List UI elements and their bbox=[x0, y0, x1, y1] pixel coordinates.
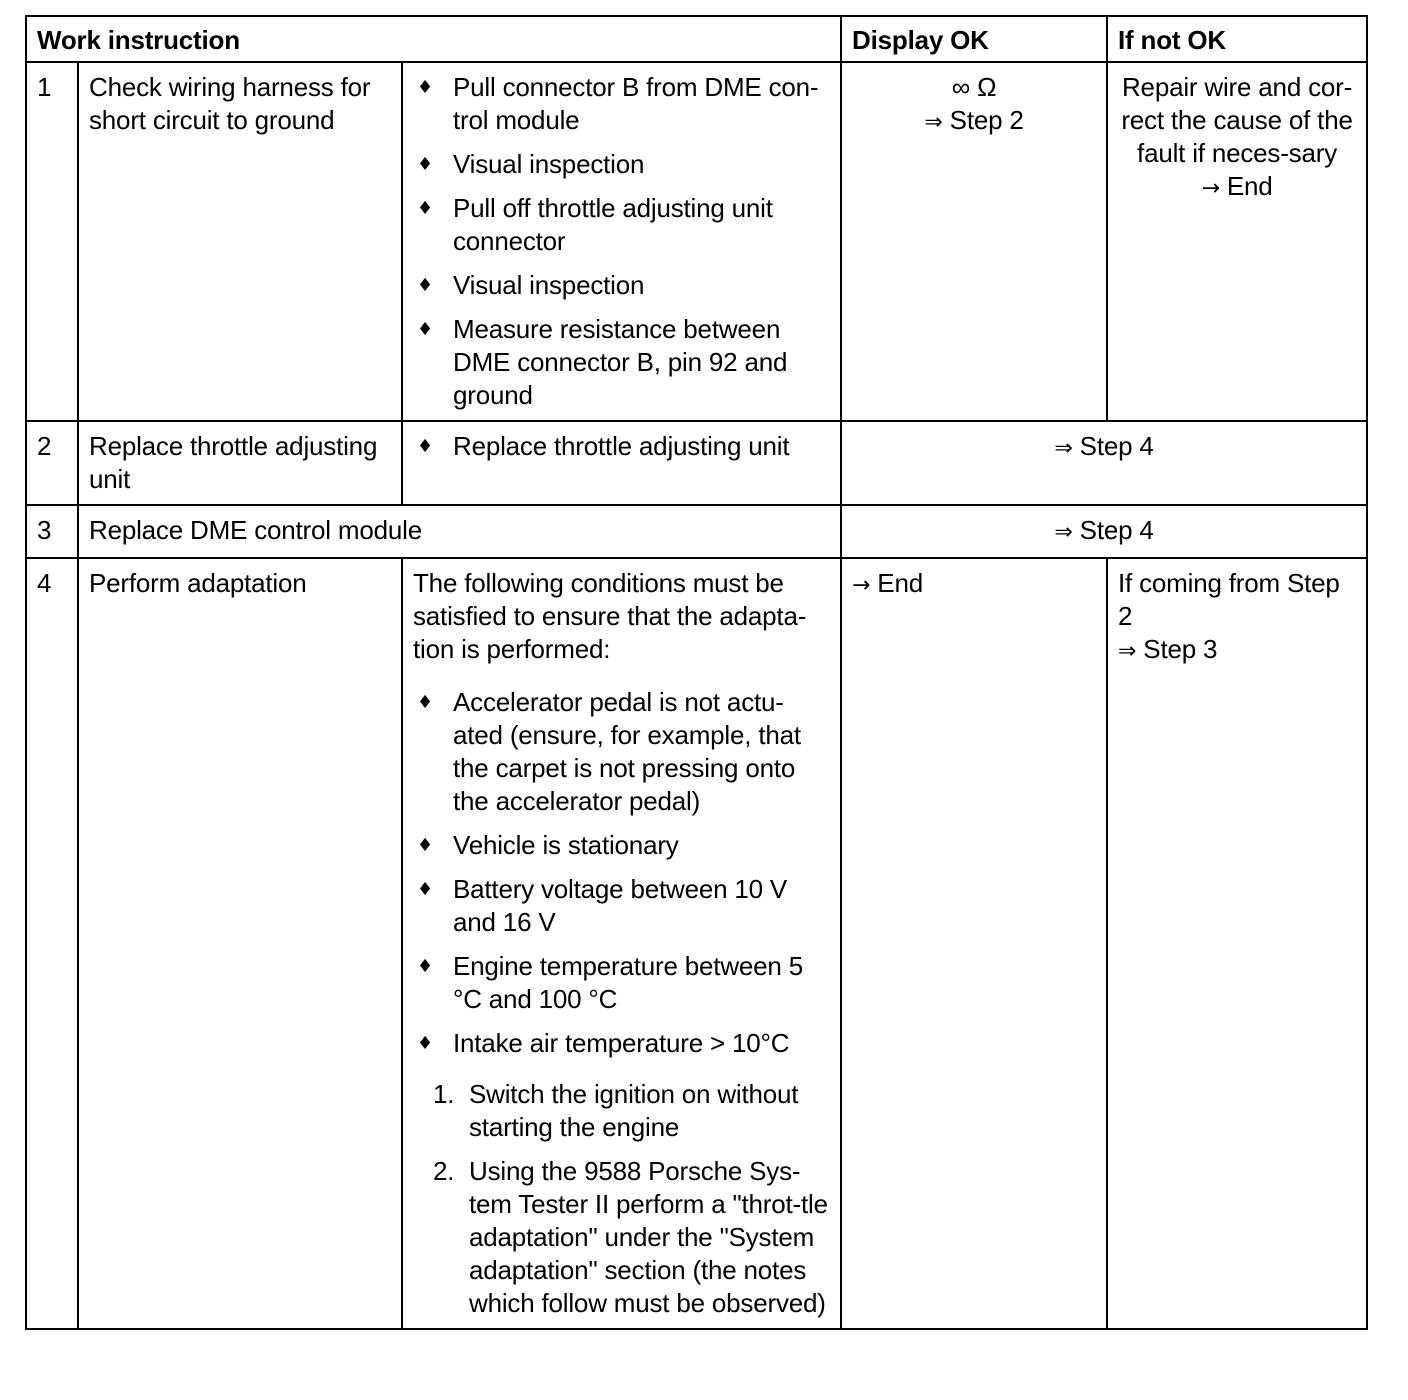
condition-text: Intake air temperature > 10°C bbox=[453, 1028, 790, 1058]
table-row bbox=[26, 505, 1367, 558]
not-ok-next bbox=[1118, 170, 1356, 205]
action-text: Visual inspection bbox=[453, 149, 645, 179]
step-actions bbox=[402, 558, 841, 1329]
not-ok-text: If coming from Step 2 bbox=[1118, 568, 1340, 631]
condition-text: Accelerator pedal is not actu-ated (ensure, for example, that the carpet is not pressing onto the accelerator pedal) bbox=[453, 687, 801, 816]
step-index: 2. bbox=[433, 1156, 455, 1186]
list-item bbox=[413, 873, 830, 939]
action-text: Pull off throttle adjusting unit connector bbox=[453, 193, 773, 256]
if-not-ok-cell bbox=[1107, 558, 1367, 1329]
if-not-ok-cell bbox=[1107, 62, 1367, 421]
next-step-text: Step 3 bbox=[1143, 634, 1218, 664]
step-text: Using the 9588 Porsche Sys-tem Tester II perform a "throt-tle adaptation" under the "System adaptation" section (the notes which follow must be observed) bbox=[469, 1156, 828, 1318]
table-row bbox=[26, 421, 1367, 505]
list-item bbox=[413, 313, 830, 412]
next-step-text: Step 4 bbox=[1079, 515, 1154, 545]
display-ok-cell bbox=[841, 558, 1107, 1329]
step-task: Check wiring harness for short circuit to ground bbox=[78, 62, 402, 421]
procedure-steps bbox=[413, 1078, 830, 1320]
step-task: Replace DME control module bbox=[78, 505, 841, 558]
display-ok-value: ∞ Ω bbox=[951, 72, 997, 102]
not-ok-next bbox=[1118, 633, 1356, 668]
double-arrow-icon: ⇒ bbox=[1054, 520, 1073, 545]
step-number: 2 bbox=[26, 421, 78, 505]
diamond-bullet-icon: ♦ bbox=[417, 835, 433, 856]
step-number: 4 bbox=[26, 558, 78, 1329]
list-item bbox=[413, 148, 830, 181]
diamond-bullet-icon: ♦ bbox=[417, 879, 433, 900]
result-cell bbox=[841, 421, 1367, 505]
action-text: Visual inspection bbox=[453, 270, 645, 300]
step-task: Replace throttle adjusting unit bbox=[78, 421, 402, 505]
diamond-bullet-icon: ♦ bbox=[417, 275, 433, 296]
step-actions bbox=[402, 421, 841, 505]
diamond-bullet-icon: ♦ bbox=[417, 956, 433, 977]
action-text: Replace throttle adjusting unit bbox=[453, 431, 790, 461]
action-list bbox=[413, 71, 830, 412]
table-row bbox=[26, 558, 1367, 1329]
diamond-bullet-icon: ♦ bbox=[417, 319, 433, 340]
condition-list bbox=[413, 686, 830, 1060]
list-item bbox=[413, 430, 830, 463]
diamond-bullet-icon: ♦ bbox=[417, 77, 433, 98]
next-step-text: End bbox=[877, 568, 923, 598]
action-text: Measure resistance between DME connector B, pin 92 and ground bbox=[453, 314, 788, 410]
display-ok-next bbox=[852, 104, 1096, 139]
diamond-bullet-icon: ♦ bbox=[417, 154, 433, 175]
not-ok-text: Repair wire and cor-rect the cause of the fault if neces-sary bbox=[1121, 72, 1353, 168]
list-item bbox=[413, 950, 830, 1016]
next-step-text: Step 4 bbox=[1079, 431, 1154, 461]
double-arrow-icon: ⇒ bbox=[924, 110, 943, 135]
diamond-bullet-icon: ♦ bbox=[417, 198, 433, 219]
list-item bbox=[413, 269, 830, 302]
condition-text: Engine temperature between 5 °C and 100 °C bbox=[453, 951, 803, 1014]
list-item bbox=[413, 829, 830, 862]
table-row bbox=[26, 62, 1367, 421]
list-item bbox=[413, 1155, 830, 1320]
header-if-not-ok: If not OK bbox=[1107, 16, 1367, 62]
double-arrow-icon: ⇒ bbox=[1054, 436, 1073, 461]
step-number: 1 bbox=[26, 62, 78, 421]
work-instruction-table bbox=[25, 15, 1368, 1330]
action-list bbox=[413, 430, 830, 463]
action-text: Pull connector B from DME con-trol module bbox=[453, 72, 819, 135]
condition-text: Battery voltage between 10 V and 16 V bbox=[453, 874, 788, 937]
list-item bbox=[413, 71, 830, 137]
step-index: 1. bbox=[433, 1079, 455, 1109]
table-header-row bbox=[26, 16, 1367, 62]
diamond-bullet-icon: ♦ bbox=[417, 436, 433, 457]
arrow-right-icon: → bbox=[1201, 176, 1220, 201]
double-arrow-icon: ⇒ bbox=[1118, 639, 1137, 664]
step-text: Switch the ignition on without starting the engine bbox=[469, 1079, 799, 1142]
header-work-instruction: Work instruction bbox=[26, 16, 841, 62]
list-item bbox=[413, 1078, 830, 1144]
conditions-intro: The following conditions must be satisfied to ensure that the adapta-tion is performed: bbox=[413, 568, 807, 664]
next-step-text: Step 2 bbox=[949, 105, 1024, 135]
condition-text: Vehicle is stationary bbox=[453, 830, 679, 860]
header-display-ok: Display OK bbox=[841, 16, 1107, 62]
step-actions bbox=[402, 62, 841, 421]
diamond-bullet-icon: ♦ bbox=[417, 692, 433, 713]
arrow-right-icon: → bbox=[852, 573, 871, 598]
result-cell bbox=[841, 505, 1367, 558]
next-step-text: End bbox=[1226, 171, 1273, 201]
list-item bbox=[413, 686, 830, 818]
step-task: Perform adaptation bbox=[78, 558, 402, 1329]
diamond-bullet-icon: ♦ bbox=[417, 1033, 433, 1054]
list-item bbox=[413, 1027, 830, 1060]
list-item bbox=[413, 192, 830, 258]
display-ok-cell bbox=[841, 62, 1107, 421]
step-number: 3 bbox=[26, 505, 78, 558]
